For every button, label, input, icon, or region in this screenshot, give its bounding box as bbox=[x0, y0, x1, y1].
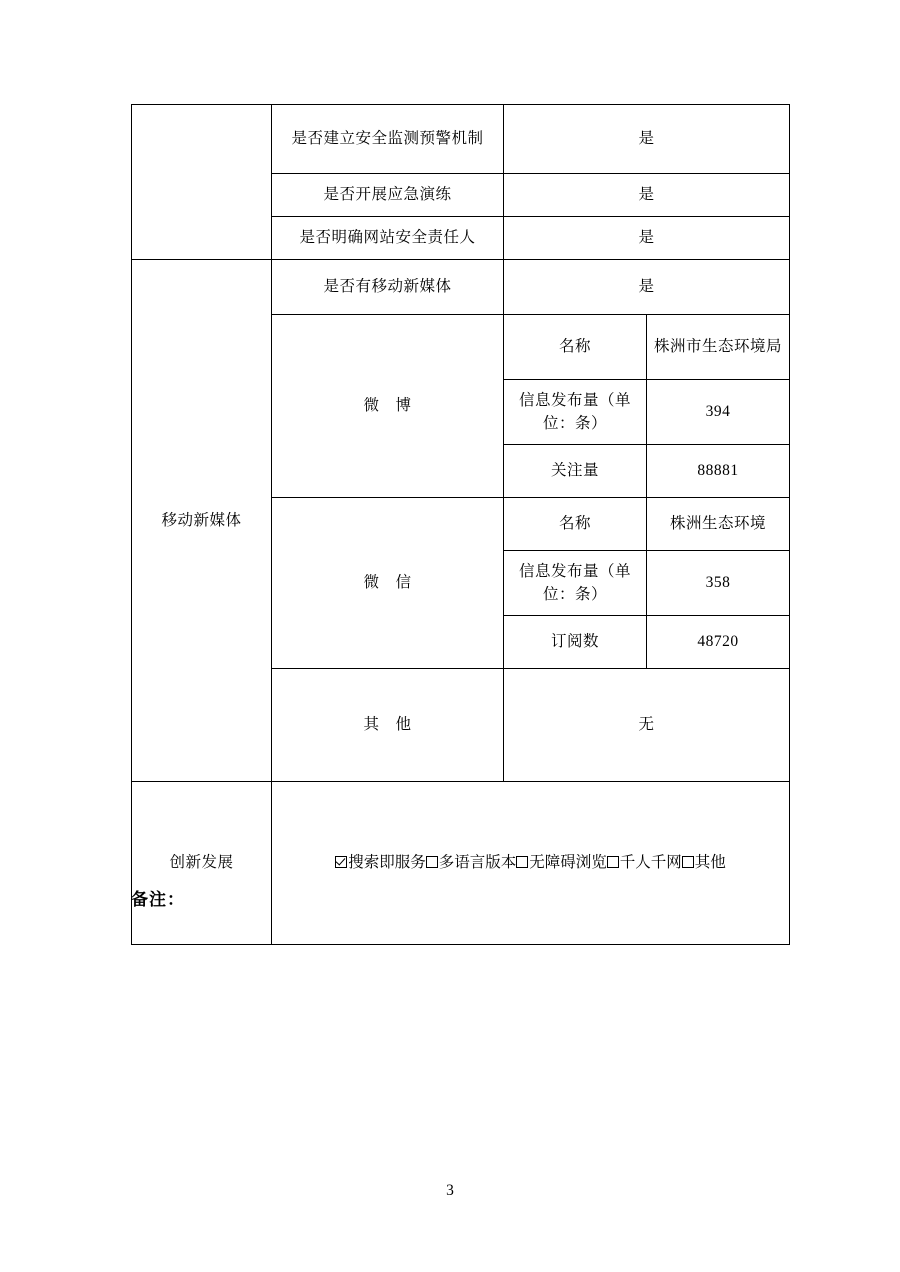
innovation-option-1[interactable] bbox=[426, 854, 517, 871]
weixin-subscribe-value: 48720 bbox=[647, 616, 790, 669]
emergency-drill-label: 是否开展应急演练 bbox=[272, 174, 504, 217]
weixin-publish-label: 信息发布量（单位：条） bbox=[504, 551, 647, 616]
weixin-name-value: 株洲生态环境 bbox=[647, 498, 790, 551]
innovation-option-0[interactable] bbox=[335, 854, 426, 871]
table-row bbox=[132, 782, 790, 945]
innovation-option-label: 其他 bbox=[694, 854, 726, 872]
innovation-option-label: 无障碍浏览 bbox=[529, 854, 607, 872]
innovation-option-label: 多语言版本 bbox=[438, 854, 517, 872]
has-mobile-media-value: 是 bbox=[504, 260, 790, 315]
innovation-checkbox-row bbox=[276, 851, 785, 874]
checkbox-icon[interactable] bbox=[682, 856, 694, 868]
weibo-publish-label: 信息发布量（单位：条） bbox=[504, 380, 647, 445]
responsible-person-value: 是 bbox=[504, 217, 790, 260]
other-media-label: 其 他 bbox=[272, 669, 504, 782]
innovation-option-4[interactable] bbox=[682, 854, 726, 871]
checkbox-icon[interactable] bbox=[426, 856, 438, 868]
weibo-follow-label: 关注量 bbox=[504, 445, 647, 498]
security-section-blank-cell bbox=[132, 105, 272, 260]
other-media-value: 无 bbox=[504, 669, 790, 782]
table-row bbox=[132, 260, 790, 315]
weibo-name-value: 株洲市生态环境局 bbox=[647, 315, 790, 380]
checkbox-icon[interactable] bbox=[607, 856, 619, 868]
weibo-follow-value: 88881 bbox=[647, 445, 790, 498]
weibo-name-label: 名称 bbox=[504, 315, 647, 380]
annual-report-table bbox=[131, 104, 790, 945]
page-number: 3 bbox=[446, 1182, 454, 1199]
security-warning-label: 是否建立安全监测预警机制 bbox=[272, 105, 504, 174]
weibo-publish-value: 394 bbox=[647, 380, 790, 445]
innovation-label: 创新发展 bbox=[132, 782, 272, 945]
innovation-option-label: 千人千网 bbox=[619, 854, 682, 872]
checkbox-icon[interactable] bbox=[335, 856, 347, 868]
table-row bbox=[132, 105, 790, 174]
innovation-option-2[interactable] bbox=[516, 854, 607, 871]
responsible-person-label: 是否明确网站安全责任人 bbox=[272, 217, 504, 260]
mobile-media-group-label: 移动新媒体 bbox=[132, 260, 272, 782]
weixin-subscribe-label: 订阅数 bbox=[504, 616, 647, 669]
weixin-label: 微 信 bbox=[272, 498, 504, 669]
innovation-option-3[interactable] bbox=[607, 854, 682, 871]
weibo-label: 微 博 bbox=[272, 315, 504, 498]
security-warning-value: 是 bbox=[504, 105, 790, 174]
emergency-drill-value: 是 bbox=[504, 174, 790, 217]
weixin-name-label: 名称 bbox=[504, 498, 647, 551]
report-table-container bbox=[131, 104, 789, 945]
has-mobile-media-label: 是否有移动新媒体 bbox=[272, 260, 504, 315]
innovation-options-cell bbox=[272, 782, 790, 945]
remark-label: 备注： bbox=[131, 890, 185, 909]
weixin-publish-value: 358 bbox=[647, 551, 790, 616]
checkbox-icon[interactable] bbox=[516, 856, 528, 868]
innovation-option-label: 搜索即服务 bbox=[348, 854, 426, 872]
